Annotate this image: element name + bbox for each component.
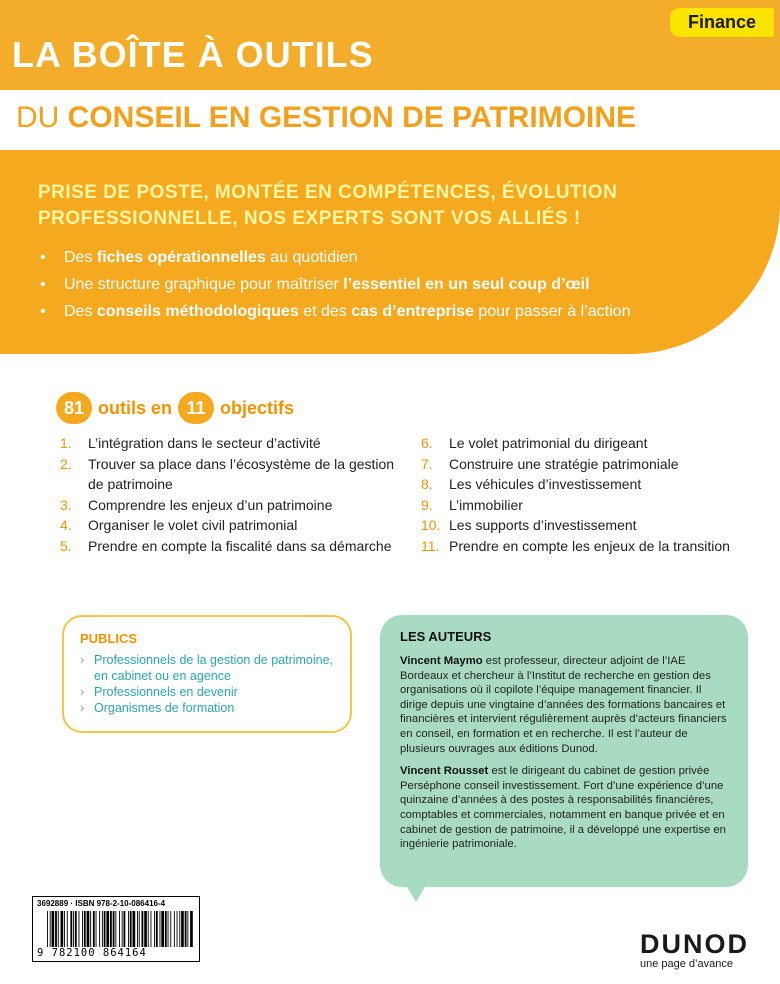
- publics-item: › Organismes de formation: [80, 700, 334, 716]
- publics-box: [62, 615, 352, 733]
- author-bio: Vincent Maymo est professeur, directeur adjoint de l’IAE Bordeaux et chercheur à l’Institut de recherche en gestion des organisations où il copilote l’équipe management financier. Il dirige depuis une vingtaine d’années des formations bancaires et financières et intervient régulièrement auprès d’acteurs financiers en conseil, en formation et en recherche. Il est l’auteur de plusieurs ouvrages aux éditions Dunod.: [400, 655, 727, 755]
- publics-item: › Professionnels en devenir: [80, 684, 334, 700]
- subtitle-main: CONSEIL EN GESTION DE PATRIMOINE: [67, 101, 637, 134]
- hero-bullet: • Des fiches opérationnelles au quotidien: [40, 244, 630, 271]
- publisher-logo: [640, 930, 750, 970]
- hero-bullet: • Une structure graphique pour maîtriser l’essentiel en un seul coup d’œil: [40, 271, 630, 298]
- author-bio: Vincent Rousset est le dirigeant du cabinet de gestion privée Perséphone conseil investissement. Fort d’une expérience d’une quinzaine d’années à des postes à responsabilités financières, comptables et commerciales, notamment en banque privée et en cabinet de gestion de patrimoine, il a développé une expertise en ingénierie patrimoniale.: [400, 765, 726, 851]
- barcode: [32, 896, 200, 962]
- publics-list: [80, 652, 334, 716]
- tool-counts: [56, 390, 300, 426]
- publisher-tagline: une page d’avance: [640, 958, 733, 970]
- subtitle-prefix: DU: [16, 101, 68, 134]
- barcode-bars: [47, 911, 195, 947]
- hero-bullet: • Des conseils méthodologiques et des cas d’entreprise pour passer à l’action: [40, 298, 630, 325]
- objective-item: 6. Le volet patrimonial du dirigeant: [421, 435, 648, 451]
- author-name: Vincent Rousset: [400, 765, 489, 778]
- objectives-list-right: [421, 433, 769, 556]
- objectives-label: objectifs: [220, 397, 295, 418]
- category-badge: Finance: [670, 8, 774, 37]
- objective-item: 3. Comprendre les enjeux d’un patrimoine: [60, 496, 333, 513]
- tools-count: 81: [56, 392, 92, 424]
- objectives-count: 11: [178, 392, 214, 424]
- publics-item: › Professionnels de la gestion de patrimoine, en cabinet ou en agence: [80, 652, 334, 684]
- objective-item: 7. Construire une stratégie patrimoniale: [421, 455, 679, 472]
- book-subtitle: [16, 101, 636, 135]
- publisher-name: DUNOD: [640, 929, 749, 959]
- speech-bubble-tail: [404, 882, 428, 902]
- objective-item: 1. L’intégration dans le secteur d’activité: [60, 435, 321, 451]
- authors-title: LES AUTEURS: [400, 629, 492, 644]
- series-title: LA BOÎTE À OUTILS: [12, 34, 374, 75]
- objective-item: 2. Trouver sa place dans l’écosystème de la gestion de patrimoine: [60, 455, 395, 492]
- tools-label: outils en: [98, 397, 173, 418]
- objective-item: 11. Prendre en compte les enjeux de la transition: [421, 537, 730, 554]
- authors-box: [380, 615, 748, 887]
- objective-item: 8. Les véhicules d’investissement: [421, 476, 642, 492]
- objective-item: 4. Organiser le volet civil patrimonial: [60, 517, 298, 533]
- author-name: Vincent Maymo: [400, 655, 483, 667]
- publics-title: PUBLICS: [80, 631, 138, 646]
- objective-item: 10. Les supports d’investissement: [421, 517, 637, 533]
- objectives-list-left: [60, 433, 408, 556]
- hero-headline: PRISE DE POSTE, MONTÉE EN COMPÉTENCES, ÉVOLUTION PROFESSIONNELLE, NOS EXPERTS SONT VOS ALLIÉS !: [38, 182, 618, 229]
- ean-number: 9 782100 864164: [37, 947, 147, 959]
- hero-bullets: [40, 244, 630, 325]
- isbn-text: 3692889 · ISBN 978-2-10-086416-4: [37, 899, 166, 908]
- objective-item: 9. L’immobilier: [421, 496, 523, 513]
- objective-item: 5. Prendre en compte la fiscalité dans sa démarche: [60, 537, 392, 554]
